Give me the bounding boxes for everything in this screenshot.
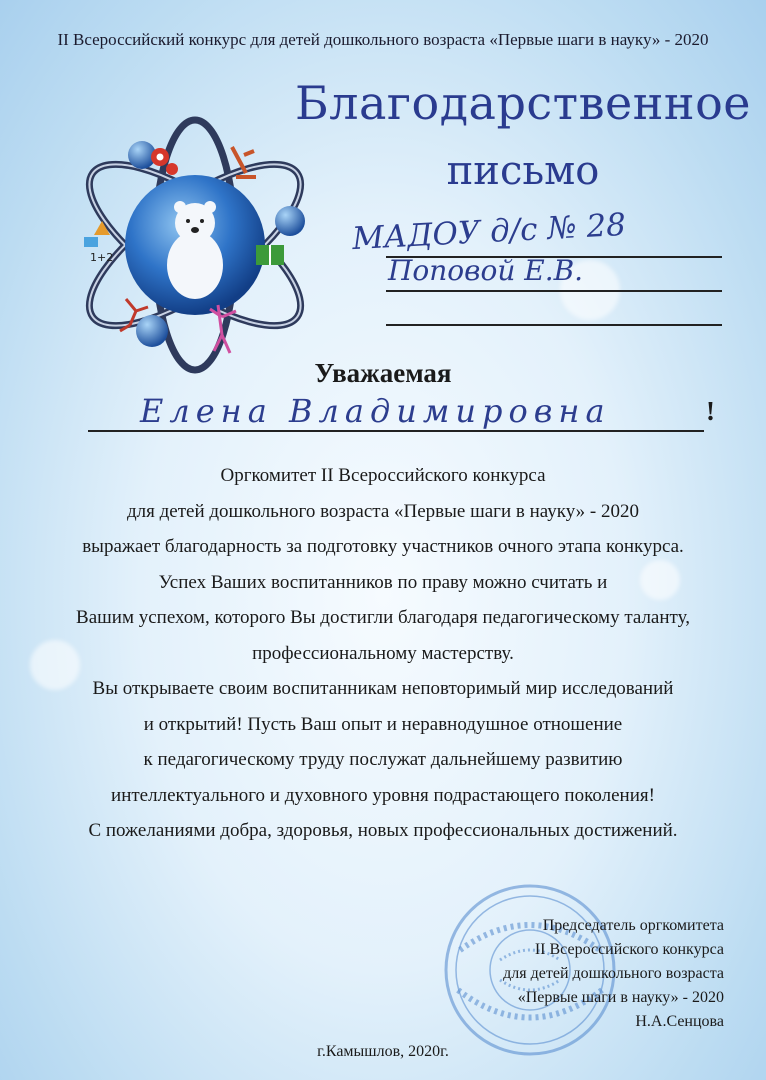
math-label: 1+2 [90, 251, 114, 264]
addressee-name: Елена Владимировна [140, 392, 611, 430]
body-line: интеллектуального и духовного уровня подрастающего поколения! [111, 784, 655, 806]
body-line: и открытий! Пусть Ваш опыт и неравнодушное отношение [143, 713, 623, 735]
body-line: выражает благодарность за подготовку участников очного этапа конкурса. [82, 536, 684, 557]
salutation: Уважаемая [314, 358, 452, 388]
book-icon [256, 245, 284, 265]
body-line: С пожеланиями добра, здоровья, новых профессиональных достижений. [88, 820, 678, 841]
body-line: Успех Ваших воспитанников по праву можно считать и [158, 571, 608, 593]
recipient-institution: МАДОУ д/с № 28 [351, 206, 627, 258]
body-line: Вы открываете своим воспитанникам неповторимый мир исследований [92, 678, 674, 699]
body-line: Оргкомитет II Всероссийского конкурса [220, 465, 546, 486]
body-line: для детей дошкольного возраста «Первые шаги в науку» - 2020 [127, 500, 639, 522]
letter-body [40, 458, 726, 849]
document-subtitle: письмо [446, 148, 600, 194]
body-line: профессиональному мастерству. [252, 642, 514, 664]
signature-line: «Первые шаги в науку» - 2020 [517, 989, 724, 1006]
exclamation-mark: ! [706, 396, 715, 426]
recipient-line-3 [386, 286, 722, 326]
document-title: Благодарственное [294, 76, 751, 130]
signature-line: Председатель оргкомитета [542, 917, 724, 934]
contest-header: II Всероссийский конкурс для детей дошкольного возраста «Первые шаги в науку» - 2020 [57, 30, 709, 49]
body-line: к педагогическому труду послужат дальнейшему развитию [143, 749, 623, 770]
body-line: Вашим успехом, которого Вы достигли благодаря педагогическому таланту, [76, 607, 690, 628]
signer-name: Н.А.Сенцова [635, 1013, 724, 1030]
signature-line: для детей дошкольного возраста [503, 965, 724, 982]
city-year: г.Камышлов, 2020г. [317, 1043, 449, 1060]
atom-emblem-icon [60, 95, 330, 375]
signature-line: II Всероссийского конкурса [534, 941, 724, 958]
recipient-name: Поповой Е.В. [388, 254, 584, 287]
signature-block [503, 914, 724, 1034]
